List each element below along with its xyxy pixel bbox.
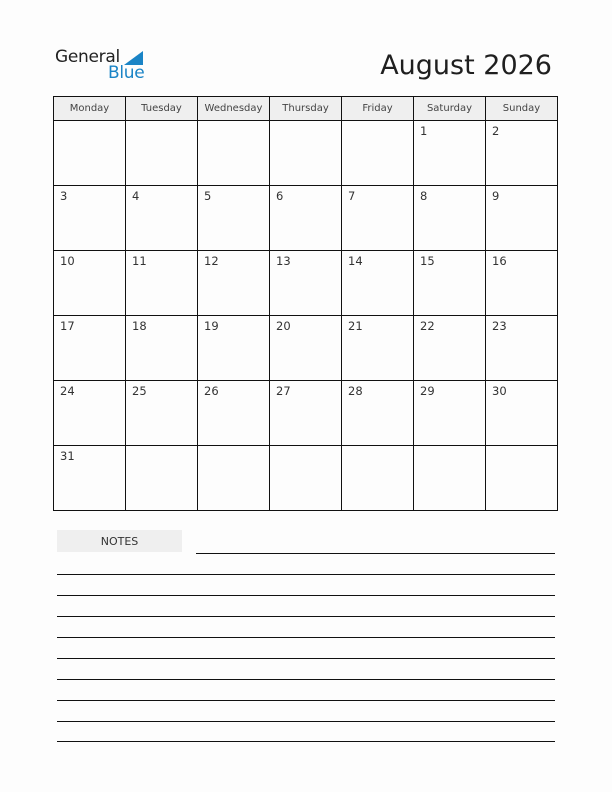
- day-cell: [486, 251, 558, 316]
- day-cell: [486, 121, 558, 186]
- day-number: [54, 121, 125, 124]
- day-cell: [54, 186, 126, 251]
- day-cell: [414, 316, 486, 381]
- day-cell: [126, 381, 198, 446]
- day-number: [198, 121, 269, 124]
- logo-text-general: General: [55, 47, 120, 67]
- day-number: 3: [60, 189, 68, 203]
- day-cell: [54, 121, 126, 186]
- day-number: 8: [420, 189, 428, 203]
- day-cell: [342, 186, 414, 251]
- day-cell: [342, 121, 414, 186]
- weekday-wednesday: Wednesday: [198, 97, 270, 121]
- day-cell: [486, 186, 558, 251]
- day-cell: [414, 251, 486, 316]
- notes-line: [57, 616, 555, 617]
- day-number: [126, 121, 197, 124]
- day-number: 21: [348, 319, 363, 333]
- day-cell: [126, 251, 198, 316]
- day-number: 4: [132, 189, 140, 203]
- weekday-thursday: Thursday: [270, 97, 342, 121]
- day-number: 18: [132, 319, 147, 333]
- day-cell: [414, 446, 486, 511]
- day-number: 28: [348, 384, 363, 398]
- weekday-monday: Monday: [54, 97, 126, 121]
- notes-label: NOTES: [57, 530, 182, 552]
- day-number: 31: [60, 449, 75, 463]
- day-number: 5: [204, 189, 212, 203]
- notes-line: [57, 721, 555, 722]
- week-row: [54, 121, 558, 186]
- day-cell: [270, 316, 342, 381]
- day-cell: [198, 381, 270, 446]
- day-cell: [486, 381, 558, 446]
- weekday-sunday: Sunday: [486, 97, 558, 121]
- day-cell: [198, 446, 270, 511]
- day-number: 30: [492, 384, 507, 398]
- day-number: 15: [420, 254, 435, 268]
- day-cell: [54, 316, 126, 381]
- day-cell: [126, 316, 198, 381]
- weekday-header-row: [54, 97, 558, 121]
- week-row: [54, 446, 558, 511]
- notes-line: [57, 637, 555, 638]
- day-cell: [342, 381, 414, 446]
- day-number: 29: [420, 384, 435, 398]
- day-number: 1: [420, 124, 428, 138]
- day-number: 11: [132, 254, 147, 268]
- day-number: 26: [204, 384, 219, 398]
- day-number: 2: [492, 124, 500, 138]
- day-number: 19: [204, 319, 219, 333]
- day-number: 17: [60, 319, 75, 333]
- day-number: 9: [492, 189, 500, 203]
- day-cell: [198, 316, 270, 381]
- day-cell: [198, 121, 270, 186]
- day-number: 20: [276, 319, 291, 333]
- day-number: [270, 121, 341, 124]
- day-cell: [414, 186, 486, 251]
- day-number: 24: [60, 384, 75, 398]
- weekday-friday: Friday: [342, 97, 414, 121]
- week-row: [54, 381, 558, 446]
- day-cell: [126, 446, 198, 511]
- week-row: [54, 186, 558, 251]
- notes-line: [57, 741, 555, 742]
- day-cell: [414, 121, 486, 186]
- day-number: 13: [276, 254, 291, 268]
- day-cell: [270, 446, 342, 511]
- day-cell: [54, 251, 126, 316]
- weekday-saturday: Saturday: [414, 97, 486, 121]
- month-title: August 2026: [380, 50, 552, 81]
- day-number: 22: [420, 319, 435, 333]
- week-row: [54, 251, 558, 316]
- week-row: [54, 316, 558, 381]
- day-cell: [270, 121, 342, 186]
- day-number: 14: [348, 254, 363, 268]
- day-number: 25: [132, 384, 147, 398]
- general-blue-logo: [55, 47, 150, 85]
- day-cell: [270, 251, 342, 316]
- day-number: 7: [348, 189, 356, 203]
- day-cell: [414, 381, 486, 446]
- notes-line: [57, 700, 555, 701]
- day-cell: [486, 446, 558, 511]
- day-cell: [126, 186, 198, 251]
- weekday-tuesday: Tuesday: [126, 97, 198, 121]
- day-number: 23: [492, 319, 507, 333]
- calendar-grid: [53, 96, 558, 511]
- day-cell: [270, 186, 342, 251]
- notes-line: [196, 553, 555, 554]
- day-cell: [54, 381, 126, 446]
- notes-line: [57, 595, 555, 596]
- day-cell: [342, 446, 414, 511]
- day-number: 12: [204, 254, 219, 268]
- notes-line: [57, 658, 555, 659]
- day-number: [414, 446, 485, 449]
- day-cell: [54, 446, 126, 511]
- notes-line: [57, 574, 555, 575]
- day-cell: [198, 251, 270, 316]
- day-cell: [198, 186, 270, 251]
- day-cell: [486, 316, 558, 381]
- day-number: 27: [276, 384, 291, 398]
- day-number: [486, 446, 557, 449]
- day-cell: [342, 251, 414, 316]
- logo-text-blue: Blue: [108, 63, 145, 83]
- notes-line: [57, 679, 555, 680]
- day-number: [126, 446, 197, 449]
- day-number: [198, 446, 269, 449]
- day-number: [270, 446, 341, 449]
- day-cell: [270, 381, 342, 446]
- day-cell: [126, 121, 198, 186]
- day-number: 16: [492, 254, 507, 268]
- day-cell: [342, 316, 414, 381]
- day-number: 6: [276, 189, 284, 203]
- day-number: 10: [60, 254, 75, 268]
- day-number: [342, 121, 413, 124]
- day-number: [342, 446, 413, 449]
